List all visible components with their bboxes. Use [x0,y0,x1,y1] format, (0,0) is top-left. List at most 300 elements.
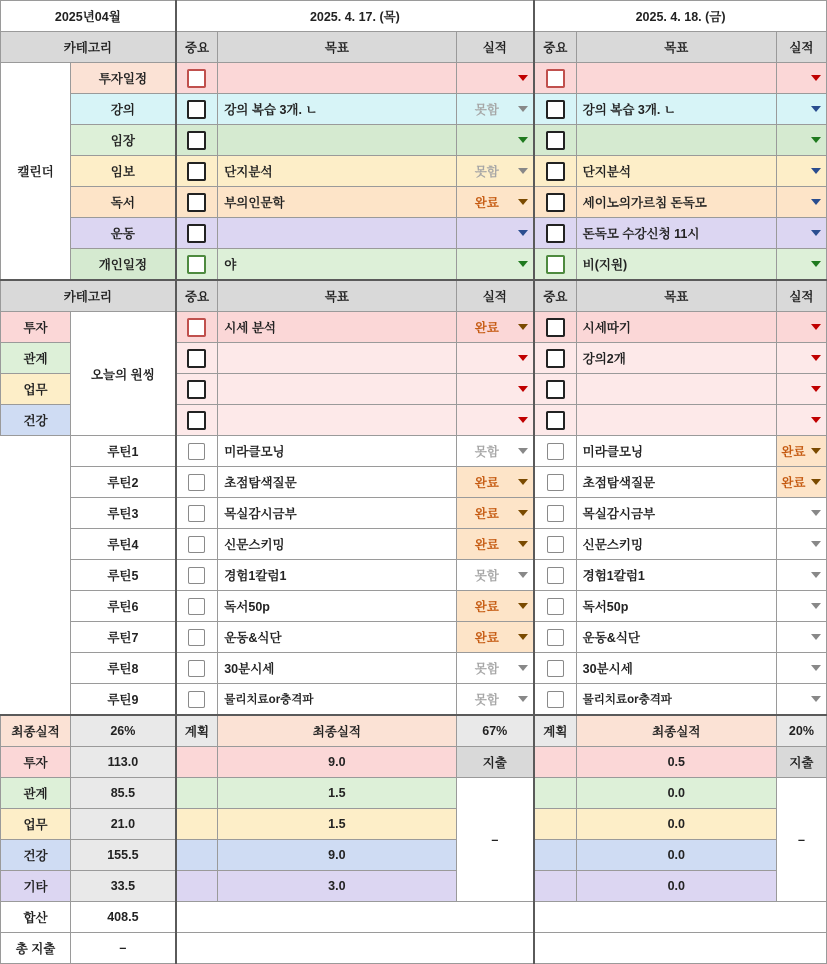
goal-cell[interactable]: 운동&식단 [576,622,776,653]
summary-month-value: 33.5 [71,871,176,902]
goal-cell[interactable]: 물리치료or충격파 [218,684,456,716]
routine-name: 루틴9 [71,684,176,716]
goal-cell[interactable] [576,63,776,94]
result-cell[interactable] [776,343,826,374]
col-goal-d1-2: 목표 [218,280,456,312]
calendar-row-name: 임장 [71,125,176,156]
goal-cell[interactable]: 독서50p [576,591,776,622]
result-cell[interactable] [456,374,534,405]
goal-cell[interactable]: 초점탐색질문 [576,467,776,498]
col-plan-d1: 계획 [176,715,218,747]
goal-cell[interactable]: 시세 분석 [218,312,456,343]
chevron-down-icon[interactable] [811,137,821,143]
chevron-down-icon[interactable] [811,106,821,112]
checkbox-icon[interactable] [188,629,205,646]
result-cell[interactable]: 완료 [456,591,534,622]
checkbox-cell[interactable] [534,343,576,374]
checkbox-cell[interactable] [176,374,218,405]
goal-cell[interactable]: 물리치료or충격파 [576,684,776,716]
summary-row-name: 업무 [1,809,71,840]
result-cell[interactable]: 못함 [456,684,534,716]
plan-cell[interactable] [176,747,218,778]
checkbox-cell[interactable] [176,622,218,653]
checkbox-icon[interactable] [546,411,565,430]
goal-cell[interactable] [218,63,456,94]
checkbox-cell[interactable] [534,560,576,591]
goal-cell[interactable] [218,218,456,249]
result-cell[interactable] [456,125,534,156]
routine-name: 루틴2 [71,467,176,498]
result-cell[interactable] [776,684,826,716]
chevron-down-icon[interactable] [811,261,821,267]
chevron-down-icon[interactable] [811,324,821,330]
chevron-down-icon[interactable] [518,168,528,174]
checkbox-icon[interactable] [547,474,564,491]
chevron-down-icon[interactable] [811,541,821,547]
checkbox-cell[interactable] [176,249,218,281]
onething-label: 오늘의 원씽 [71,312,176,436]
col-important-d1: 중요 [176,32,218,63]
plan-cell[interactable] [534,840,576,871]
result-cell[interactable]: 완료 [456,312,534,343]
routine-spacer [1,622,71,653]
result-cell[interactable] [776,187,826,218]
plan-cell[interactable] [534,778,576,809]
plan-cell[interactable] [176,840,218,871]
onething-row-name: 투자 [1,312,71,343]
result-cell[interactable] [776,125,826,156]
expense-label-d1: 지출 [456,747,534,778]
table-row [1,125,827,156]
checkbox-cell[interactable] [176,529,218,560]
calendar-row-name: 임보 [71,156,176,187]
chevron-down-icon[interactable] [518,137,528,143]
checkbox-cell[interactable] [534,591,576,622]
goal-cell[interactable] [576,374,776,405]
routine-name: 루틴8 [71,653,176,684]
goal-cell[interactable]: 비(지원) [576,249,776,281]
summary-d1-value: 1.5 [218,809,456,840]
routine-spacer [1,653,71,684]
result-cell[interactable]: 못함 [456,94,534,125]
chevron-down-icon[interactable] [811,665,821,671]
total-value: 408.5 [71,902,176,933]
result-cell[interactable] [776,218,826,249]
col-category: 카테고리 [1,32,176,63]
checkbox-cell[interactable] [534,125,576,156]
chevron-down-icon[interactable] [811,696,821,702]
routine-name: 루틴4 [71,529,176,560]
result-cell[interactable] [776,622,826,653]
summary-month-value: 113.0 [71,747,176,778]
checkbox-icon[interactable] [188,660,205,677]
summary-d1-value: 1.5 [218,778,456,809]
goal-cell[interactable] [576,405,776,436]
checkbox-icon[interactable] [546,69,565,88]
goal-cell[interactable]: 돈독모 수강신청 11시 [576,218,776,249]
total-expense-value: – [71,933,176,964]
result-cell[interactable]: 못함 [456,436,534,467]
checkbox-icon[interactable] [187,193,206,212]
checkbox-icon[interactable] [547,505,564,522]
checkbox-cell[interactable] [176,312,218,343]
checkbox-icon[interactable] [187,131,206,150]
checkbox-icon[interactable] [547,567,564,584]
checkbox-cell[interactable] [534,436,576,467]
goal-cell[interactable]: 30분시세 [576,653,776,684]
goal-cell[interactable]: 강의 복습 3개. ㄴ [576,94,776,125]
table-row [1,156,827,187]
result-cell[interactable] [776,405,826,436]
routine-name: 루틴1 [71,436,176,467]
goal-cell[interactable] [218,125,456,156]
chevron-down-icon[interactable] [518,696,528,702]
checkbox-cell[interactable] [176,63,218,94]
checkbox-icon[interactable] [546,380,565,399]
checkbox-cell[interactable] [176,125,218,156]
goal-cell[interactable]: 부의인문학 [218,187,456,218]
checkbox-icon[interactable] [546,193,565,212]
routine-spacer [1,467,71,498]
checkbox-icon[interactable] [187,162,206,181]
checkbox-icon[interactable] [187,224,206,243]
checkbox-icon[interactable] [546,162,565,181]
plan-cell[interactable] [176,778,218,809]
month-percent: 26% [71,715,176,747]
goal-cell[interactable] [218,405,456,436]
table-row [1,747,827,778]
col-plan-d2: 계획 [534,715,576,747]
summary-d1-value: 3.0 [218,871,456,902]
empty-cell [176,933,534,964]
checkbox-cell[interactable] [534,374,576,405]
result-cell[interactable] [456,343,534,374]
table-row [1,778,827,809]
goal-cell[interactable]: 초점탐색질문 [218,467,456,498]
table-row [1,622,827,653]
calendar-row-name: 강의 [71,94,176,125]
result-cell[interactable] [776,312,826,343]
onething-row-name: 관계 [1,343,71,374]
checkbox-cell[interactable] [176,467,218,498]
col-result-d2: 실적 [776,32,826,63]
chevron-down-icon[interactable] [518,541,528,547]
goal-cell[interactable]: 세이노의가르침 돈독모 [576,187,776,218]
checkbox-cell[interactable] [534,249,576,281]
checkbox-cell[interactable] [176,498,218,529]
checkbox-cell[interactable] [176,436,218,467]
goal-cell[interactable]: 단지분석 [218,156,456,187]
checkbox-icon[interactable] [188,474,205,491]
result-cell[interactable] [776,653,826,684]
checkbox-icon[interactable] [546,349,565,368]
chevron-down-icon[interactable] [518,230,528,236]
chevron-down-icon[interactable] [811,572,821,578]
table-row [1,871,827,902]
chevron-down-icon[interactable] [518,417,528,423]
checkbox-cell[interactable] [176,343,218,374]
result-cell[interactable]: 완료 [776,436,826,467]
result-cell[interactable] [776,63,826,94]
checkbox-cell[interactable] [176,187,218,218]
total-label: 합산 [1,902,71,933]
checkbox-icon[interactable] [547,660,564,677]
col-important-d2-2: 중요 [534,280,576,312]
goal-cell[interactable]: 신문스키밍 [218,529,456,560]
goal-cell[interactable] [576,125,776,156]
summary-d1-value: 9.0 [218,747,456,778]
table-row [1,653,827,684]
summary-d2-value: 0.0 [576,778,776,809]
result-cell[interactable] [776,591,826,622]
routine-spacer [1,498,71,529]
chevron-down-icon[interactable] [811,75,821,81]
checkbox-cell[interactable] [176,653,218,684]
calendar-row-name: 운동 [71,218,176,249]
table-row [1,498,827,529]
chevron-down-icon[interactable] [518,634,528,640]
table-row [1,218,827,249]
chevron-down-icon[interactable] [518,355,528,361]
chevron-down-icon[interactable] [811,603,821,609]
goal-cell[interactable]: 미라클모닝 [218,436,456,467]
expense-label-d2: 지출 [776,747,826,778]
checkbox-cell[interactable] [534,405,576,436]
checkbox-icon[interactable] [187,255,206,274]
checkbox-cell[interactable] [176,94,218,125]
summary-header-row [1,715,827,747]
chevron-down-icon[interactable] [811,230,821,236]
goal-cell[interactable]: 운동&식단 [218,622,456,653]
result-cell[interactable]: 완료 [456,529,534,560]
goal-cell[interactable] [218,374,456,405]
table-row [1,933,827,964]
result-cell[interactable] [456,249,534,281]
result-cell[interactable] [456,63,534,94]
result-cell[interactable] [456,405,534,436]
checkbox-icon[interactable] [188,598,205,615]
routine-spacer [1,684,71,716]
checkbox-icon[interactable] [546,131,565,150]
checkbox-icon[interactable] [188,505,205,522]
chevron-down-icon[interactable] [811,479,821,485]
goal-cell[interactable]: 경험1칼럼1 [218,560,456,591]
checkbox-cell[interactable] [534,94,576,125]
result-cell[interactable] [776,498,826,529]
chevron-down-icon[interactable] [811,448,821,454]
goal-cell[interactable]: 미라클모닝 [576,436,776,467]
checkbox-cell[interactable] [534,312,576,343]
summary-d2-value: 0.0 [576,840,776,871]
checkbox-icon[interactable] [188,536,205,553]
checkbox-icon[interactable] [188,443,205,460]
result-cell[interactable] [776,374,826,405]
chevron-down-icon[interactable] [811,634,821,640]
result-cell[interactable] [776,156,826,187]
result-cell[interactable] [776,560,826,591]
result-cell[interactable]: 완료 [456,498,534,529]
checkbox-icon[interactable] [546,255,565,274]
routine-name: 루틴5 [71,560,176,591]
summary-month-value: 85.5 [71,778,176,809]
checkbox-icon[interactable] [547,443,564,460]
goal-cell[interactable]: 경험1칼럼1 [576,560,776,591]
col-goal-d2: 목표 [576,32,776,63]
checkbox-cell[interactable] [534,187,576,218]
checkbox-cell[interactable] [176,684,218,716]
chevron-down-icon[interactable] [811,510,821,516]
chevron-down-icon[interactable] [518,106,528,112]
month-title: 2025년04월 [1,1,176,32]
checkbox-icon[interactable] [547,598,564,615]
checkbox-cell[interactable] [534,498,576,529]
col-important-d2: 중요 [534,32,576,63]
checkbox-cell[interactable] [176,405,218,436]
result-cell[interactable] [776,529,826,560]
goal-cell[interactable]: 독서50p [218,591,456,622]
onething-row-name: 건강 [1,405,71,436]
table-row [1,312,827,343]
chevron-down-icon[interactable] [518,479,528,485]
chevron-down-icon[interactable] [518,199,528,205]
result-cell[interactable]: 못함 [456,653,534,684]
goal-cell[interactable]: 강의 복습 3개. ㄴ [218,94,456,125]
routine-name: 루틴3 [71,498,176,529]
chevron-down-icon[interactable] [518,75,528,81]
chevron-down-icon[interactable] [518,386,528,392]
col-result-d1-2: 실적 [456,280,534,312]
goal-cell[interactable]: 목실감시금부 [218,498,456,529]
chevron-down-icon[interactable] [811,199,821,205]
table-row [1,467,827,498]
checkbox-cell[interactable] [534,218,576,249]
routine-name: 루틴6 [71,591,176,622]
result-cell[interactable]: 완료 [456,187,534,218]
chevron-down-icon[interactable] [811,168,821,174]
result-cell[interactable] [456,218,534,249]
table-row [1,249,827,281]
summary-d2-value: 0.0 [576,809,776,840]
empty-cell [534,933,826,964]
chevron-down-icon[interactable] [518,665,528,671]
plan-cell[interactable] [534,747,576,778]
summary-row-name: 건강 [1,840,71,871]
col-goal-d2-2: 목표 [576,280,776,312]
checkbox-icon[interactable] [547,629,564,646]
checkbox-icon[interactable] [188,567,205,584]
checkbox-cell[interactable] [176,591,218,622]
checkbox-cell[interactable] [534,684,576,716]
checkbox-cell[interactable] [176,156,218,187]
summary-month-value: 21.0 [71,809,176,840]
result-cell[interactable]: 완료 [776,467,826,498]
checkbox-cell[interactable] [534,467,576,498]
summary-row-name: 투자 [1,747,71,778]
plan-cell[interactable] [534,871,576,902]
plan-cell[interactable] [534,809,576,840]
plan-cell[interactable] [176,809,218,840]
column-header-row-1 [1,32,827,63]
d1-percent: 67% [456,715,534,747]
chevron-down-icon[interactable] [518,603,528,609]
chevron-down-icon[interactable] [811,355,821,361]
goal-cell[interactable]: 목실감시금부 [576,498,776,529]
checkbox-icon[interactable] [546,318,565,337]
checkbox-icon[interactable] [546,224,565,243]
table-row [1,840,827,871]
checkbox-icon[interactable] [546,100,565,119]
checkbox-cell[interactable] [534,529,576,560]
checkbox-icon[interactable] [187,380,206,399]
checkbox-icon[interactable] [187,411,206,430]
checkbox-cell[interactable] [176,560,218,591]
day2-title: 2025. 4. 18. (금) [534,1,826,32]
goal-cell[interactable]: 단지분석 [576,156,776,187]
chevron-down-icon[interactable] [518,510,528,516]
checkbox-icon[interactable] [187,69,206,88]
goal-cell[interactable]: 시세따기 [576,312,776,343]
checkbox-icon[interactable] [187,349,206,368]
checkbox-icon[interactable] [187,100,206,119]
checkbox-cell[interactable] [534,653,576,684]
chevron-down-icon[interactable] [811,417,821,423]
checkbox-icon[interactable] [547,536,564,553]
checkbox-icon[interactable] [188,691,205,708]
total-expense-label: 총 지출 [1,933,71,964]
col-result-d1: 실적 [456,32,534,63]
table-row [1,560,827,591]
goal-cell[interactable] [218,343,456,374]
goal-cell[interactable]: 신문스키밍 [576,529,776,560]
chevron-down-icon[interactable] [518,448,528,454]
col-final-result-d2: 최종실적 [576,715,776,747]
checkbox-cell[interactable] [534,622,576,653]
col-final-result-d1: 최종실적 [218,715,456,747]
goal-cell[interactable]: 야 [218,249,456,281]
d2-percent: 20% [776,715,826,747]
result-cell[interactable]: 못함 [456,560,534,591]
empty-cell [534,902,826,933]
checkbox-icon[interactable] [547,691,564,708]
calendar-row-name: 독서 [71,187,176,218]
checkbox-cell[interactable] [176,218,218,249]
table-row [1,94,827,125]
chevron-down-icon[interactable] [518,261,528,267]
checkbox-cell[interactable] [534,63,576,94]
goal-cell[interactable]: 강의2개 [576,343,776,374]
result-cell[interactable]: 완료 [456,467,534,498]
plan-cell[interactable] [176,871,218,902]
result-cell[interactable]: 못함 [456,156,534,187]
chevron-down-icon[interactable] [518,324,528,330]
checkbox-cell[interactable] [534,156,576,187]
summary-month-value: 155.5 [71,840,176,871]
summary-d2-value: 0.0 [576,871,776,902]
chevron-down-icon[interactable] [811,386,821,392]
table-row [1,809,827,840]
table-row [1,591,827,622]
routine-spacer [1,529,71,560]
chevron-down-icon[interactable] [518,572,528,578]
goal-cell[interactable]: 30분시세 [218,653,456,684]
result-cell[interactable]: 완료 [456,622,534,653]
result-cell[interactable] [776,94,826,125]
summary-row-name: 기타 [1,871,71,902]
summary-d1-value: 9.0 [218,840,456,871]
empty-cell [176,902,534,933]
result-cell[interactable] [776,249,826,281]
checkbox-icon[interactable] [187,318,206,337]
